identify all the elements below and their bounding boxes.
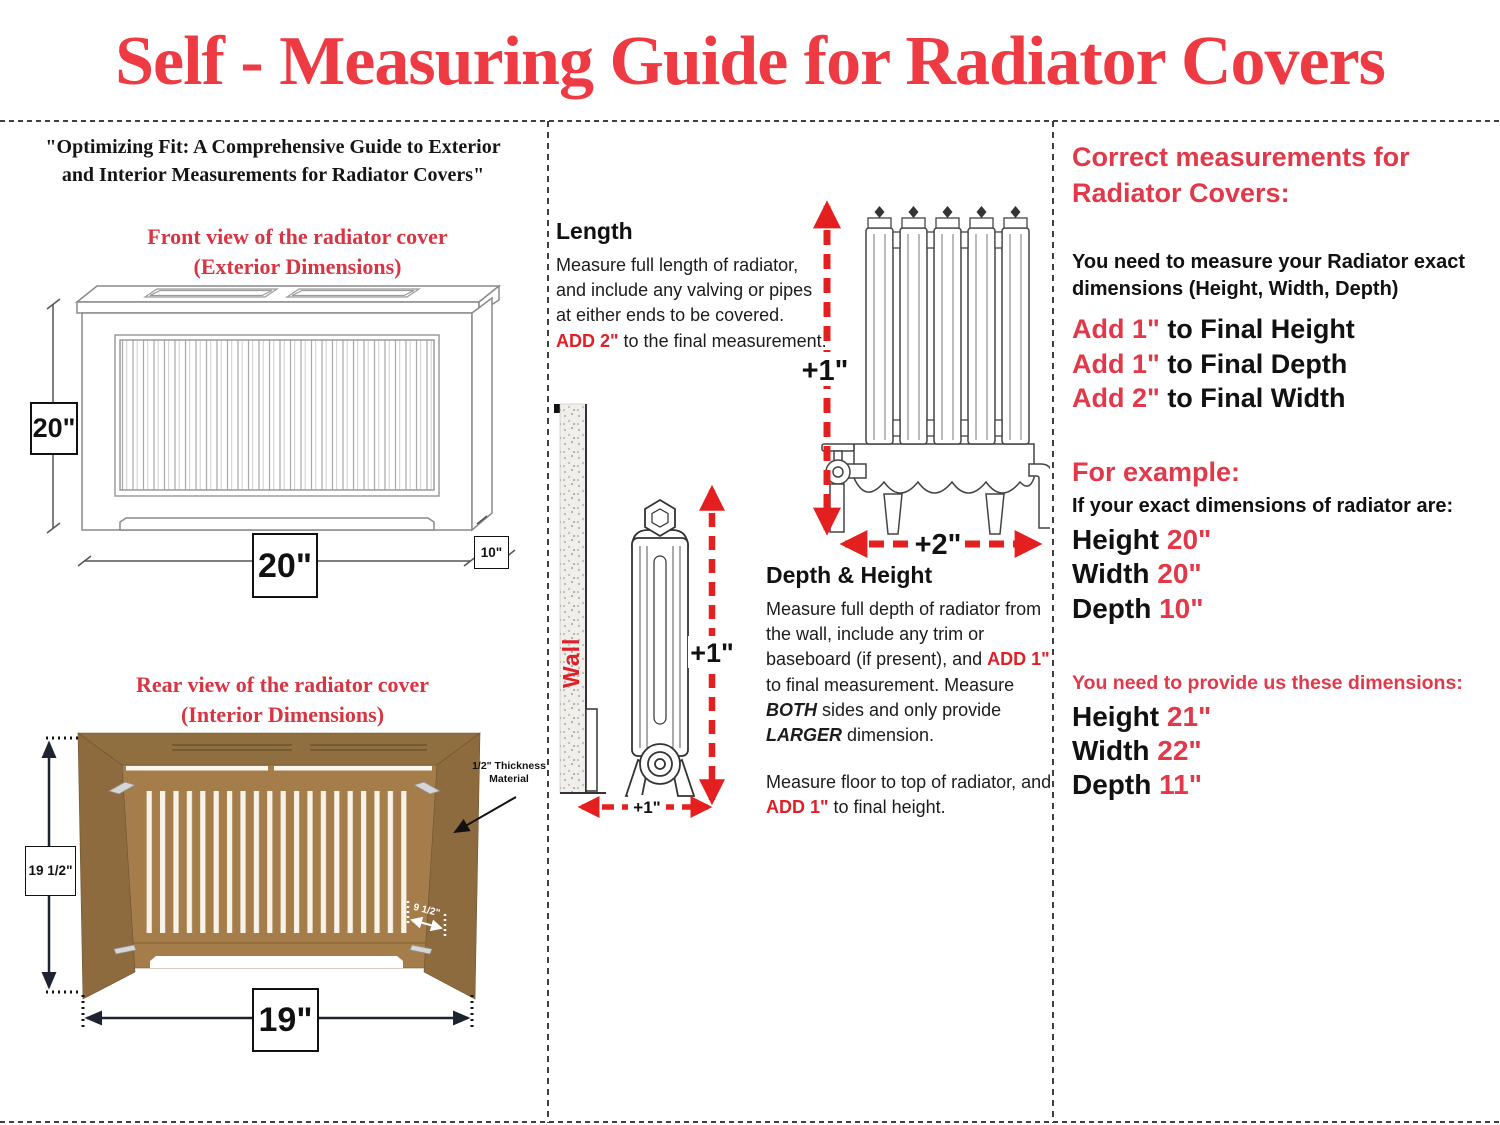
front-view-caption-line1: Front view of the radiator cover bbox=[147, 224, 448, 249]
add-rule-depth-red: Add 1" bbox=[1072, 348, 1160, 379]
rear-height-value: 19 1/2" bbox=[28, 863, 73, 879]
side-height-add-label: +1" bbox=[690, 638, 734, 668]
length-heading: Length bbox=[556, 218, 633, 244]
front-height-value: 20" bbox=[32, 413, 76, 443]
front-view-caption bbox=[40, 222, 555, 281]
add-rule-height-rest: to Final Height bbox=[1159, 314, 1355, 345]
provide-heading: You need to provide us these dimensions: bbox=[1072, 671, 1463, 694]
baseboard bbox=[586, 709, 597, 791]
front-grille bbox=[120, 340, 434, 490]
radiator-width-add-label: +2" bbox=[914, 529, 962, 560]
fh-text-post: to final height. bbox=[828, 797, 946, 818]
front-depth-value: 10" bbox=[480, 544, 503, 560]
right-heading bbox=[1072, 140, 1500, 211]
right-intro bbox=[1072, 249, 1500, 302]
provide-dimensions bbox=[1072, 700, 1500, 802]
thickness-note-line2: Material bbox=[489, 773, 529, 786]
rear-grille-slats bbox=[145, 791, 414, 933]
length-text-red: ADD 2" bbox=[556, 330, 619, 351]
provide-height-value: 21" bbox=[1166, 700, 1212, 732]
depth-height-heading: Depth & Height bbox=[766, 562, 933, 588]
example-dim-depth bbox=[1072, 592, 1500, 626]
front-width-dim bbox=[252, 533, 318, 598]
wall-label: Wall bbox=[558, 637, 584, 688]
example-height-value: 20" bbox=[1166, 524, 1212, 556]
side-depth-add-label: +1" bbox=[633, 798, 661, 817]
example-intro: If your exact dimensions of radiator are: bbox=[1072, 495, 1454, 518]
provide-width-value: 22" bbox=[1157, 734, 1202, 766]
provide-depth-value: 11" bbox=[1159, 769, 1202, 801]
column-divider-right bbox=[1052, 121, 1054, 1123]
front-view-caption-line2: (Exterior Dimensions) bbox=[193, 253, 402, 279]
page-title: Self - Measuring Guide for Radiator Covers bbox=[115, 23, 1385, 100]
provide-width-label: Width bbox=[1072, 734, 1150, 766]
provide-height-label: Height bbox=[1072, 700, 1160, 732]
add-rule-width bbox=[1072, 381, 1500, 415]
instructions-panel bbox=[1072, 140, 1500, 802]
thickness-note bbox=[466, 760, 552, 786]
length-text-post: to the final measurement. bbox=[618, 330, 827, 351]
right-heading-line1: Correct measurements for bbox=[1072, 142, 1410, 172]
intro-quote bbox=[12, 133, 534, 190]
provide-dim-height bbox=[1072, 700, 1500, 734]
example-dim-height bbox=[1072, 523, 1500, 557]
example-dimensions bbox=[1072, 523, 1500, 625]
rear-depth-value: 9 1/2" bbox=[412, 901, 442, 920]
quote-line2: and Interior Measurements for Radiator Covers" bbox=[61, 164, 485, 187]
add-rules bbox=[1072, 312, 1500, 415]
add-rule-height-red: Add 1" bbox=[1072, 314, 1160, 345]
bottom-divider bbox=[0, 1121, 1500, 1123]
front-width-value: 20" bbox=[258, 546, 312, 585]
dh-text-post: dimension. bbox=[842, 724, 935, 745]
rear-view-caption-line2: (Interior Dimensions) bbox=[180, 701, 385, 727]
dh-text-both: BOTH bbox=[766, 699, 817, 720]
provide-dim-depth bbox=[1072, 768, 1500, 802]
length-paragraph bbox=[556, 253, 828, 354]
radiator-side-drawing bbox=[548, 398, 772, 820]
cover-cabinet bbox=[77, 286, 499, 530]
add-rule-width-red: Add 2" bbox=[1072, 383, 1160, 413]
add-rule-depth-rest: to Final Depth bbox=[1159, 348, 1348, 379]
radiator-front-drawing bbox=[800, 192, 1050, 560]
example-depth-label: Depth bbox=[1072, 592, 1152, 624]
top-divider bbox=[0, 120, 1500, 122]
right-intro-line2: dimensions (Height, Width, Depth) bbox=[1072, 277, 1399, 300]
quote-line1: "Optimizing Fit: A Comprehensive Guide to Exterior bbox=[45, 136, 501, 158]
dh-text-mid2: sides and only provide bbox=[817, 699, 1002, 720]
add-rule-depth bbox=[1072, 347, 1500, 381]
wood-box bbox=[78, 733, 480, 999]
example-dim-width bbox=[1072, 557, 1500, 591]
front-depth-dim bbox=[474, 536, 509, 569]
dh-text-larger: LARGER bbox=[766, 724, 842, 745]
floor-height-paragraph bbox=[766, 770, 1052, 820]
dh-text-mid1: to final measurement. Measure bbox=[766, 674, 1015, 695]
example-heading: For example: bbox=[1072, 457, 1241, 488]
dh-text-pre: Measure full depth of radiator from the wall, include any trim or baseboard (if present), and bbox=[766, 599, 1042, 670]
dh-text-red: ADD 1" bbox=[987, 649, 1050, 670]
length-text-pre: Measure full length of radiator, and include any valving or pipes at either ends to be covered. bbox=[556, 255, 813, 326]
rear-height-dim bbox=[25, 846, 76, 896]
example-width-label: Width bbox=[1072, 558, 1150, 590]
radiator-height-add-label: +1" bbox=[801, 355, 849, 387]
provide-depth-label: Depth bbox=[1072, 769, 1152, 801]
rear-view-caption-line1: Rear view of the radiator cover bbox=[135, 672, 430, 697]
fh-text-pre: Measure floor to top of radiator, and bbox=[766, 772, 1052, 793]
radiator-body bbox=[822, 206, 1050, 534]
right-intro-line1: You need to measure your Radiator exact bbox=[1072, 251, 1466, 274]
wall-surface bbox=[560, 404, 586, 793]
radiator-pipe bbox=[1029, 464, 1050, 528]
fh-text-red: ADD 1" bbox=[766, 797, 829, 818]
rear-view-caption bbox=[30, 670, 535, 729]
depth-height-section bbox=[766, 562, 1052, 821]
right-heading-line2: Radiator Covers: bbox=[1072, 177, 1290, 208]
example-width-value: 20" bbox=[1157, 558, 1202, 590]
side-radiator bbox=[626, 500, 694, 796]
example-depth-value: 10" bbox=[1159, 592, 1204, 624]
thickness-note-line1: 1/2" Thickness bbox=[472, 760, 546, 772]
provide-dim-width bbox=[1072, 734, 1500, 768]
front-height-dim bbox=[30, 402, 78, 455]
length-section bbox=[556, 218, 828, 354]
rear-width-dim bbox=[252, 988, 319, 1052]
rear-width-value: 19" bbox=[258, 1001, 313, 1039]
add-rule-height bbox=[1072, 312, 1500, 346]
add-rule-width-rest: to Final Width bbox=[1159, 383, 1346, 413]
example-height-label: Height bbox=[1072, 524, 1160, 556]
depth-height-paragraph bbox=[766, 597, 1052, 748]
